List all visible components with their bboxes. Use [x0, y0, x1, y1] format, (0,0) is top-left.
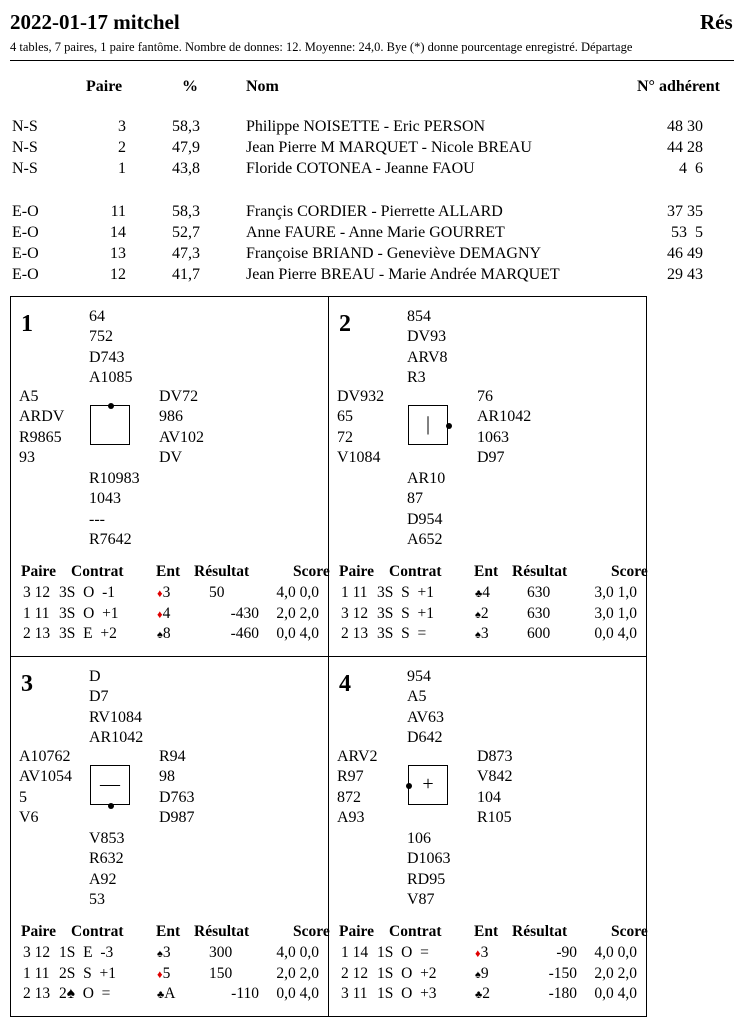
board-3 [10, 656, 329, 1017]
lead-card: 8 [162, 625, 171, 642]
suit-holding: D743 [89, 348, 125, 366]
suit-holding: V6 [19, 808, 39, 826]
suit-icon: ♣ [157, 989, 165, 1001]
board-number: 2 [339, 311, 351, 337]
hand-west [337, 747, 378, 828]
suit-holding: 5 [19, 788, 27, 806]
header-pct: % [182, 78, 198, 95]
result-score: 2,0 2,0 [276, 604, 319, 622]
page-title: 2022-01-17 mitchel [10, 10, 180, 34]
hand-south [407, 469, 445, 550]
result-ent [157, 605, 170, 623]
board-number: 3 [21, 671, 33, 697]
results-header-ent: Ent [156, 563, 181, 580]
result-score: 3,0 1,0 [594, 584, 637, 601]
suit-holding: 1043 [89, 490, 121, 508]
standings-adherent: 53 5 [671, 224, 703, 241]
result-score: 2,0 2,0 [276, 964, 319, 982]
suit-holding: 76 [477, 388, 493, 405]
result-ent [475, 985, 490, 1003]
suit-holding: R94 [159, 748, 186, 765]
suit-icon: ♦ [157, 968, 163, 981]
standings-pct: 58,3 [172, 118, 200, 135]
result-paire: 3 12 [23, 584, 51, 601]
suit-holding: D873 [477, 748, 513, 765]
lead-card: 4 [482, 584, 490, 601]
standings-name: Jean Pierre M MARQUET - Nicole BREAU [246, 139, 532, 156]
hand-east [159, 387, 204, 468]
suit-icon: ♣ [475, 588, 483, 600]
result-paire: 1 11 [23, 964, 50, 982]
standings-dir: E-O [12, 203, 39, 220]
standings-dir: N-S [12, 160, 38, 177]
suit-holding: ARV8 [407, 348, 448, 366]
result-paire: 3 11 [341, 985, 368, 1002]
suit-icon: ♦ [475, 948, 481, 960]
suit-holding: A5 [407, 688, 427, 706]
result-contrat: 3S S +1 [377, 604, 434, 622]
standings-dir: N-S [12, 139, 38, 156]
result-contrat: 3S O -1 [59, 584, 115, 601]
suit-holding: ARDV [19, 408, 65, 426]
suit-holding: D7 [89, 688, 109, 706]
suit-holding: 872 [337, 788, 361, 806]
suit-holding: AR1042 [89, 728, 144, 746]
standings-dir: E-O [12, 266, 39, 283]
results-header-resultat: Résultat [194, 563, 250, 580]
result-score: 2,0 2,0 [594, 964, 637, 982]
standings-pct: 47,3 [172, 245, 200, 262]
results-header-contrat: Contrat [389, 563, 442, 580]
suit-holding: 53 [89, 890, 105, 908]
suit-holding: A652 [407, 530, 443, 548]
board-number: 1 [21, 311, 33, 337]
result-ent [157, 625, 171, 643]
hand-west [337, 387, 384, 468]
board-4 [328, 656, 647, 1017]
suit-holding: 854 [407, 308, 431, 325]
result-score: 4,0 0,0 [276, 944, 319, 961]
result-resultat: 50 [209, 584, 225, 601]
lead-card: 3 [162, 584, 171, 601]
suit-holding: D987 [159, 808, 195, 826]
standings-pct: 47,9 [172, 139, 200, 156]
header-rule [10, 60, 734, 61]
suit-holding: R105 [477, 808, 512, 826]
hand-north [407, 667, 444, 748]
suit-holding: R632 [89, 850, 124, 868]
board-1 [10, 296, 329, 657]
standings-adherent: 44 28 [667, 139, 703, 156]
result-ent [475, 944, 488, 962]
results-header-resultat: Résultat [194, 923, 250, 940]
standings-paire: 1 [118, 160, 126, 177]
results-header-paire: Paire [21, 563, 57, 580]
suit-holding: 64 [89, 308, 105, 325]
suit-holding: DV932 [337, 388, 385, 405]
suit-holding: --- [89, 510, 105, 528]
standings-adherent: 46 49 [667, 245, 703, 262]
result-ent [157, 985, 175, 1003]
result-paire: 2 13 [23, 625, 51, 642]
standings-paire: 14 [110, 224, 126, 241]
standings-paire: 13 [110, 245, 126, 262]
result-contrat: 3S E +2 [59, 625, 117, 642]
result-ent [157, 965, 170, 983]
board-2 [328, 296, 647, 657]
suit-icon: ♣ [475, 989, 483, 1001]
standings-name: Floride COTONEA - Jeanne FAOU [246, 160, 475, 177]
suit-holding: A5 [19, 388, 39, 405]
results-header-ent: Ent [474, 563, 499, 580]
standings-name: Françis CORDIER - Pierrette ALLARD [246, 203, 503, 220]
standings-pct: 43,8 [172, 160, 200, 177]
suit-holding: R10983 [89, 470, 140, 487]
vulnerability-compass [90, 765, 130, 805]
results-header-resultat: Résultat [512, 923, 568, 940]
suit-holding: A92 [89, 870, 117, 888]
result-score: 3,0 1,0 [594, 604, 637, 622]
suit-holding: D97 [477, 448, 505, 466]
result-score: 4,0 0,0 [276, 584, 319, 601]
result-paire: 1 11 [23, 604, 50, 622]
hand-south [407, 829, 451, 910]
hand-south [89, 829, 125, 910]
standings-dir: E-O [12, 224, 39, 241]
standings-adherent: 37 35 [667, 203, 703, 220]
result-paire: 3 12 [23, 944, 51, 961]
result-score: 0,0 4,0 [276, 985, 319, 1002]
suit-holding: DV [159, 448, 183, 466]
suit-holding: V87 [407, 890, 435, 908]
result-score: 4,0 0,0 [594, 944, 637, 961]
result-resultat: 300 [209, 944, 233, 961]
hand-north [407, 307, 448, 388]
result-ent [475, 625, 489, 643]
board-number: 4 [339, 671, 351, 697]
lead-card: 2 [482, 985, 490, 1002]
standings-adherent: 48 30 [667, 118, 703, 135]
suit-holding: AV1054 [19, 768, 73, 786]
lead-card: 2 [480, 604, 489, 622]
result-contrat: 3S S +1 [377, 584, 434, 601]
standings-pct: 52,7 [172, 224, 200, 241]
standings-dir: N-S [12, 118, 38, 135]
results-header-score: Score [611, 563, 648, 580]
lead-card: 5 [162, 964, 171, 982]
result-resultat: -430 [230, 604, 259, 622]
suit-holding: 98 [159, 768, 175, 786]
standings-paire: 11 [110, 203, 126, 220]
suit-holding: AV63 [407, 708, 445, 726]
hand-south [89, 469, 140, 550]
suit-holding: 954 [407, 668, 431, 685]
suit-holding: A1085 [89, 368, 133, 386]
result-resultat: -110 [231, 985, 259, 1002]
suit-icon: ♠ [475, 968, 481, 981]
suit-holding: DV93 [407, 328, 447, 346]
suit-holding: ARV2 [337, 748, 378, 765]
suit-holding: A10762 [19, 748, 71, 765]
result-resultat: 630 [527, 604, 551, 622]
standings-adherent: 29 43 [667, 266, 703, 283]
result-score: 0,0 4,0 [276, 625, 319, 642]
suit-holding: 986 [159, 408, 183, 426]
suit-holding: V853 [89, 830, 125, 847]
lead-card: 9 [480, 964, 489, 982]
suit-holding: 104 [477, 788, 501, 806]
hand-north [89, 667, 143, 748]
result-score: 0,0 4,0 [594, 985, 637, 1002]
suit-holding: D [89, 668, 101, 685]
suit-holding: D642 [407, 728, 443, 746]
results-header-score: Score [611, 923, 648, 940]
vulnerability-mark: | [425, 413, 430, 435]
lead-card: 3 [480, 625, 489, 642]
result-score: 0,0 4,0 [594, 625, 637, 642]
suit-holding: A93 [337, 808, 365, 826]
result-paire: 2 13 [23, 985, 51, 1002]
page-title-right: Rés [700, 10, 733, 34]
suit-holding: V842 [477, 768, 513, 786]
vulnerability-mark: + [422, 773, 434, 795]
suit-icon: ♠ [157, 629, 163, 641]
hand-east [477, 387, 531, 468]
suit-holding: 65 [337, 408, 353, 426]
results-header-paire: Paire [339, 923, 375, 940]
suit-holding: D1063 [407, 850, 451, 868]
result-resultat: 150 [209, 964, 233, 982]
result-resultat: -150 [548, 964, 577, 982]
suit-holding: D763 [159, 788, 195, 806]
suit-holding: 72 [337, 428, 353, 446]
result-paire: 2 12 [341, 964, 369, 982]
suit-holding: D954 [407, 510, 443, 528]
standings-name: Françoise BRIAND - Geneviève DEMAGNY [246, 245, 542, 262]
results-header-contrat: Contrat [389, 923, 442, 940]
suit-holding: AV102 [159, 428, 205, 446]
result-paire: 1 14 [341, 944, 369, 961]
result-contrat: 2♠ O = [59, 985, 111, 1002]
suit-holding: R9865 [19, 428, 62, 446]
standings-paire: 2 [118, 139, 126, 156]
results-header-score: Score [293, 923, 330, 940]
result-resultat: -460 [230, 625, 259, 642]
suit-icon: ♦ [157, 588, 163, 600]
lead-card: A [164, 985, 176, 1002]
suit-icon: ♠ [475, 629, 481, 641]
result-resultat: 600 [527, 625, 551, 642]
hand-east [477, 747, 513, 828]
suit-holding: R97 [337, 768, 364, 786]
header-nom: Nom [246, 78, 279, 95]
result-contrat: 1S O +2 [377, 964, 437, 982]
subtitle: 4 tables, 7 paires, 1 paire fantôme. Nombre de donnes: 12. Moyenne: 24,0. Bye (*) donne pourcentage enregistré. Départage [10, 40, 633, 54]
result-ent [475, 965, 489, 983]
suit-holding: 752 [89, 328, 113, 346]
suit-holding: DV72 [159, 388, 199, 405]
suit-holding: 87 [407, 490, 423, 508]
vulnerability-mark: — [100, 773, 120, 795]
suit-holding: AR10 [407, 470, 446, 487]
standings-name: Jean Pierre BREAU - Marie Andrée MARQUET [246, 266, 560, 283]
standings-dir: E-O [12, 245, 39, 262]
result-ent [157, 584, 170, 602]
result-paire: 1 11 [341, 584, 368, 601]
results-header-score: Score [293, 563, 330, 580]
result-contrat: 3S S = [377, 625, 427, 642]
suit-holding: RD95 [407, 870, 446, 888]
standings-adherent: 4 6 [679, 160, 703, 177]
result-contrat: 3S O +1 [59, 604, 119, 622]
suit-icon: ♦ [157, 608, 163, 621]
hand-west [19, 747, 72, 828]
result-resultat: 630 [527, 584, 551, 601]
lead-card: 3 [162, 944, 171, 961]
hand-east [159, 747, 195, 828]
suit-holding: 1063 [477, 428, 509, 446]
suit-holding: AR1042 [477, 408, 532, 426]
result-ent [475, 584, 490, 602]
suit-icon: ♠ [157, 948, 163, 960]
result-resultat: -90 [556, 944, 577, 961]
header-paire: Paire [86, 78, 123, 95]
results-header-paire: Paire [339, 563, 375, 580]
vulnerability-compass [90, 405, 130, 445]
result-contrat: 1S O +3 [377, 985, 437, 1002]
suit-holding: 93 [19, 448, 35, 466]
lead-card: 3 [480, 944, 489, 961]
result-paire: 2 13 [341, 625, 369, 642]
results-header-contrat: Contrat [71, 563, 124, 580]
standings-name: Philippe NOISETTE - Eric PERSON [246, 118, 486, 135]
suit-icon: ♠ [475, 608, 481, 621]
standings-pct: 58,3 [172, 203, 200, 220]
results-header-contrat: Contrat [71, 923, 124, 940]
results-header-resultat: Résultat [512, 563, 568, 580]
hand-north [89, 307, 133, 388]
result-ent [157, 944, 171, 962]
suit-holding: V1084 [337, 448, 381, 466]
result-paire: 3 12 [341, 604, 369, 622]
standings-paire: 12 [110, 266, 126, 283]
standings-name: Anne FAURE - Anne Marie GOURRET [246, 224, 505, 241]
suit-holding: RV1084 [89, 708, 142, 726]
result-contrat: 1S O = [377, 944, 429, 961]
vulnerability-compass [408, 765, 448, 805]
standings-pct: 41,7 [172, 266, 200, 283]
lead-card: 4 [162, 604, 171, 622]
result-contrat: 1S E -3 [59, 944, 114, 961]
results-header-paire: Paire [21, 923, 57, 940]
result-contrat: 2S S +1 [59, 964, 116, 982]
results-header-ent: Ent [474, 923, 499, 940]
suit-holding: R3 [407, 368, 426, 386]
vulnerability-compass [408, 405, 448, 445]
dealer-dot [108, 403, 114, 409]
header-adherent: N° adhérent [637, 78, 720, 95]
results-header-ent: Ent [156, 923, 181, 940]
hand-west [19, 387, 64, 468]
result-resultat: -180 [548, 985, 577, 1002]
suit-holding: 106 [407, 830, 431, 847]
dealer-dot [108, 803, 114, 809]
suit-holding: R7642 [89, 530, 132, 548]
standings-paire: 3 [118, 118, 126, 135]
result-ent [475, 605, 489, 623]
